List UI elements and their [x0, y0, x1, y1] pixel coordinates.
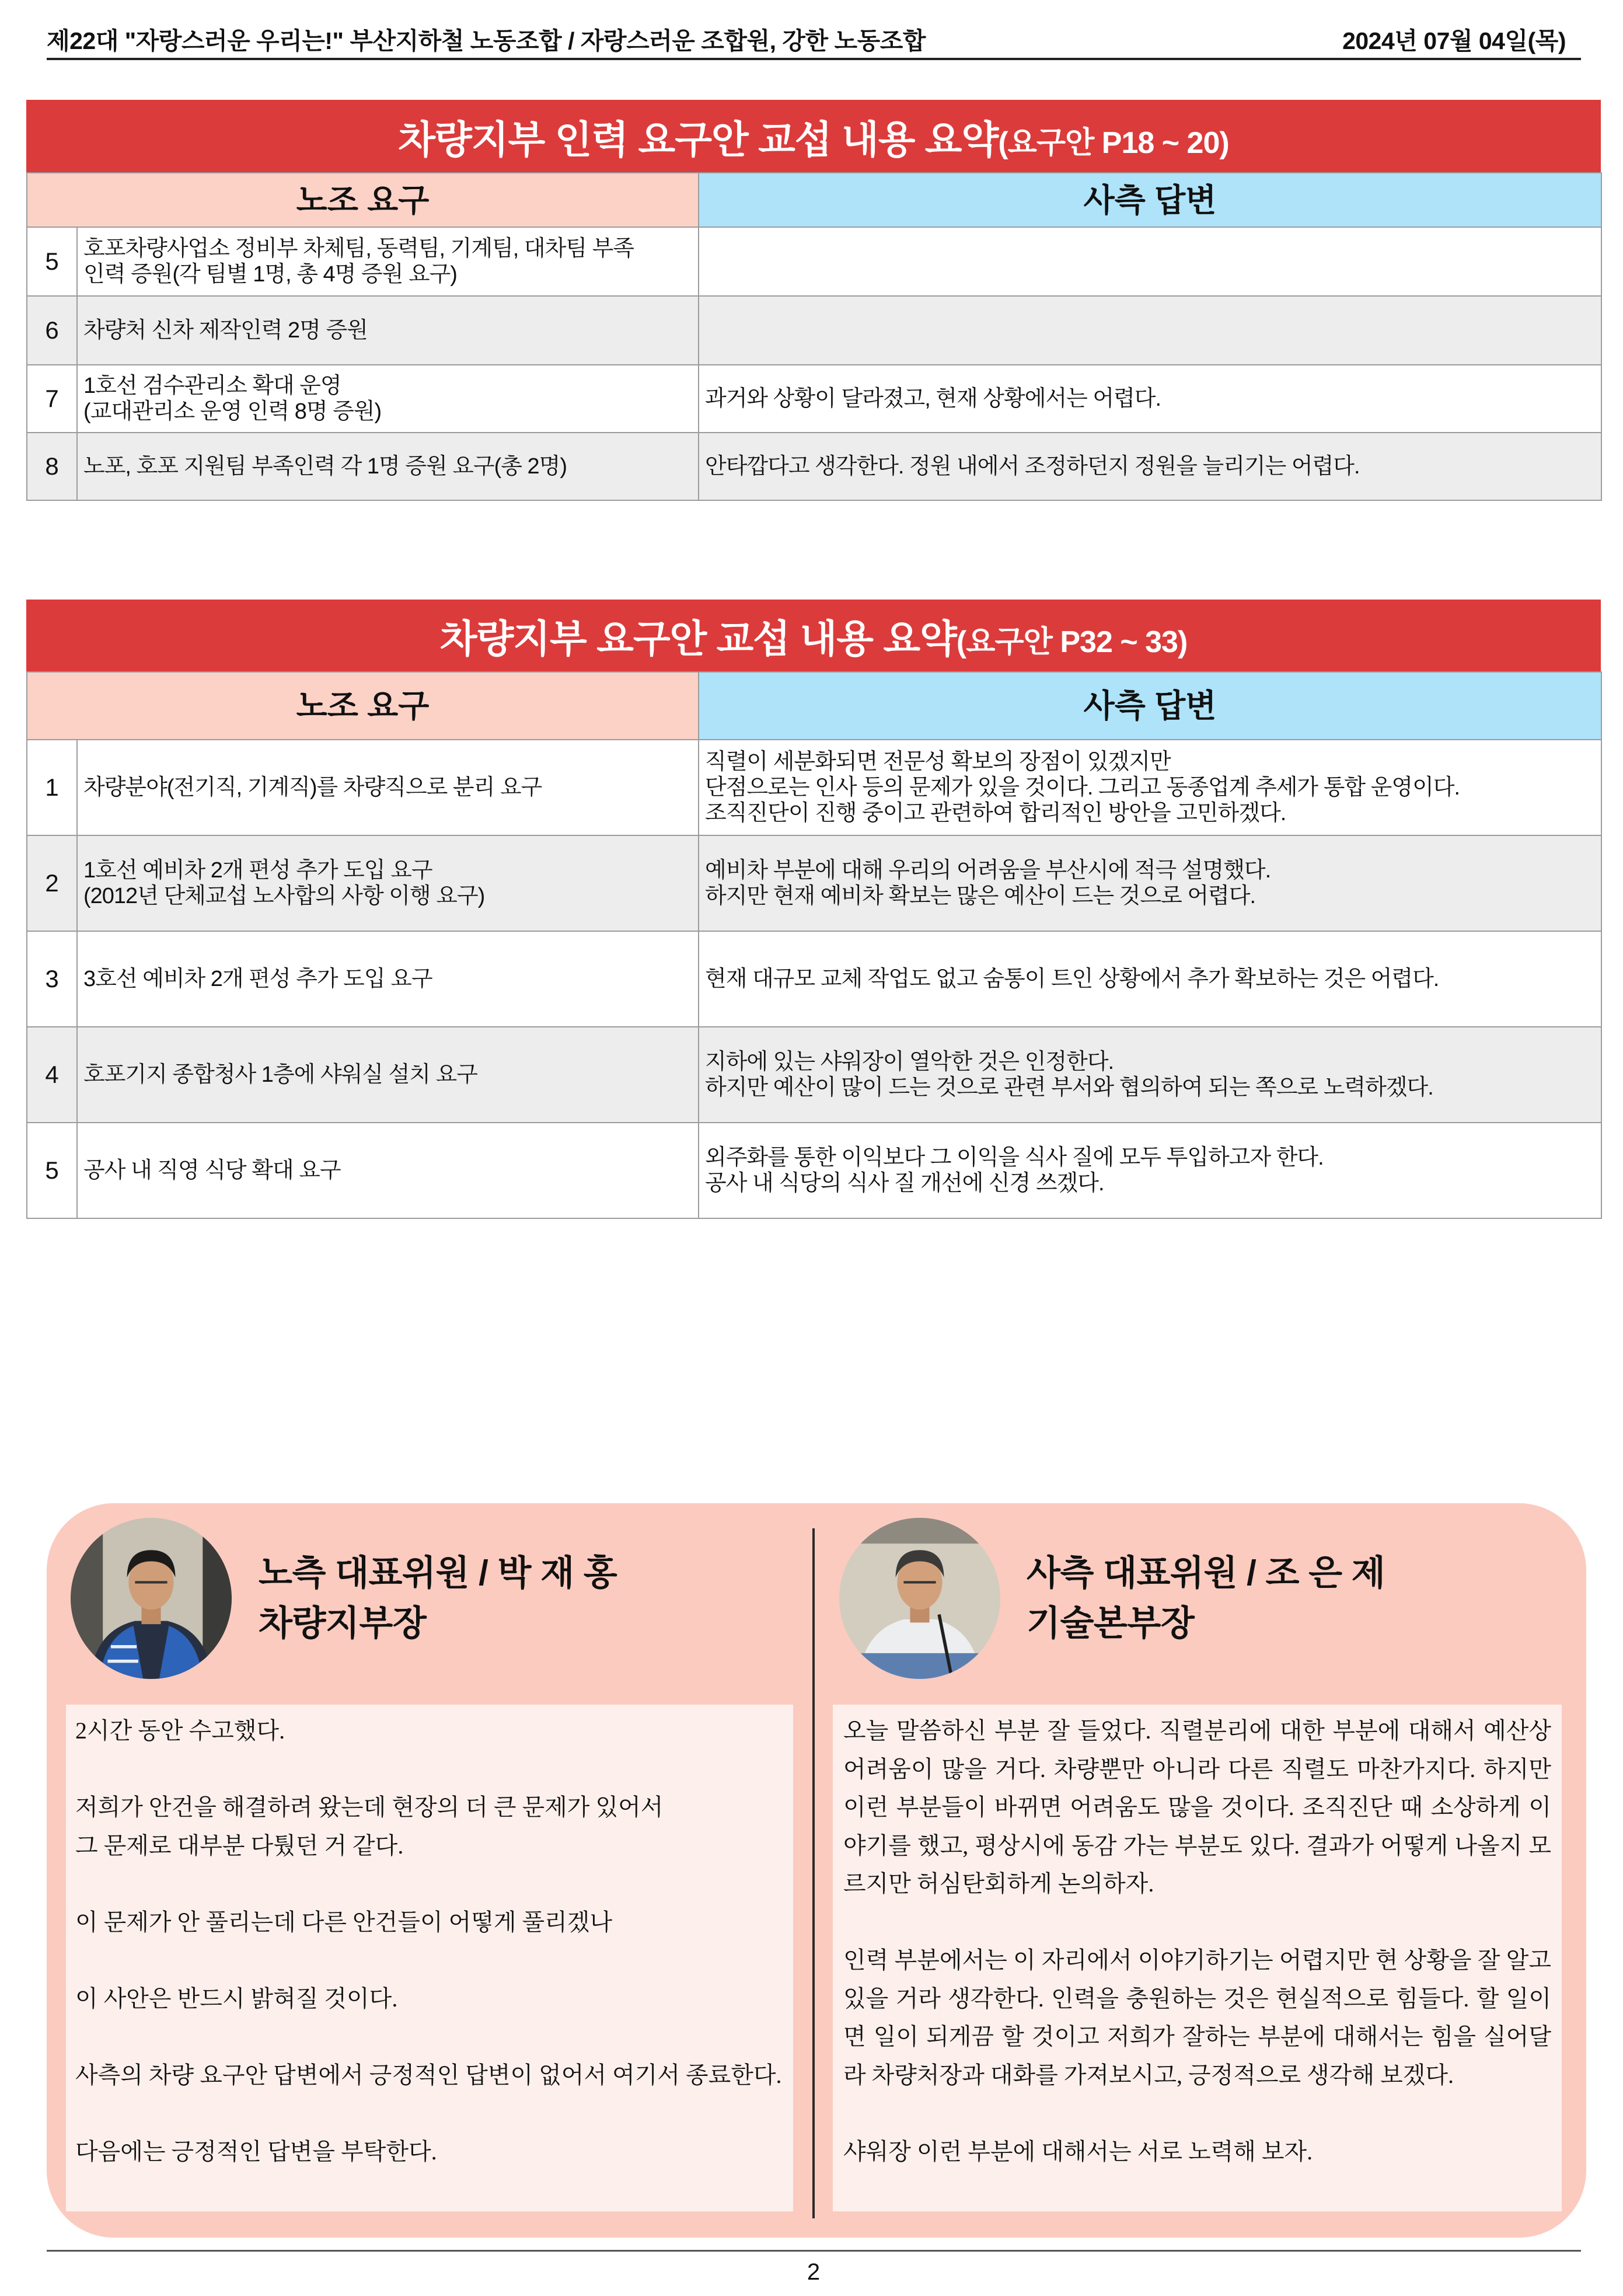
union-demand: 노포, 호포 지원팀 부족인력 각 1명 증원 요구(총 2명) — [77, 433, 699, 500]
union-statement — [66, 1705, 793, 2211]
union-demand: 공사 내 직영 식당 확대 요구 — [77, 1123, 699, 1218]
staffing-demand-table — [26, 100, 1601, 501]
row-number: 6 — [27, 296, 77, 365]
company-answer: 외주화를 통한 이익보다 그 이익을 식사 질에 모두 투입하고자 한다. 공사 내 식당의 식사 질 개선에 신경 쓰겠다. — [699, 1123, 1601, 1218]
statement-paragraph: 저희가 안건을 해결하려 왔는데 현장의 더 큰 문제가 있어서 그 문제로 대부분 다퉜던 거 같다. — [75, 1794, 664, 1859]
table-title-main: 차량지부 요구안 교섭 내용 요약 — [439, 617, 957, 660]
vehicle-demand-table — [26, 600, 1601, 1219]
table-header-row — [27, 672, 1601, 740]
statement-paragraph: 오늘 말씀하신 부분 잘 들었다. 직렬분리에 대한 부분에 대해서 예산상 어려움이 많을 거다. 차량뿐만 아니라 다른 직렬도 마찬가지다. 하지만 이런 부분들이 바뀌면 어려움도 많을 것이다. 조직진단 때 소상하게 이야기를 했고, 평상시에 동감 가는 부분도 있다. 결과가 어떻게 나올지 모르지만 허심탄회하게 논의하자. — [843, 1717, 1551, 1897]
company-answer — [699, 296, 1601, 365]
statement-paragraph: 인력 부분에서는 이 자리에서 이야기하기는 어렵지만 현 상황을 잘 알고 있을 거라 생각한다. 인력을 충원하는 것은 현실적으로 힘들다. 할 일이면 일이 되게끔 할 것이고 저희가 잘하는 부분에 대해서는 힘을 실어달라 차량처장과 대화를 가져보시고, 긍정적으로 생각해 보겠다. — [843, 1947, 1551, 2088]
table-row — [27, 365, 1601, 433]
company-answer: 현재 대규모 교체 작업도 없고 숨통이 트인 상황에서 추가 확보하는 것은 어렵다. — [699, 931, 1601, 1027]
issue-date: 2024년 07월 04일(목) — [1342, 27, 1566, 54]
row-number: 5 — [27, 227, 77, 296]
table-title-bar — [26, 600, 1601, 671]
company-representative — [1027, 1548, 1385, 1649]
table-title — [440, 608, 1188, 663]
union-demand: 1호선 예비차 2개 편성 추가 도입 요구 (2012년 단체교섭 노사합의 사항 이행 요구) — [77, 835, 699, 931]
header-rule — [47, 58, 1581, 60]
union-representative-position: 차량지부장 — [259, 1604, 427, 1643]
summary-table — [26, 671, 1602, 1219]
page-number: 2 — [807, 2259, 821, 2285]
table-title-bar — [26, 100, 1601, 172]
table-row — [27, 835, 1601, 931]
company-answer: 안타깝다고 생각한다. 정원 내에서 조정하던지 정원을 늘리기는 어렵다. — [699, 433, 1601, 500]
company-answer: 과거와 상황이 달라졌고, 현재 상황에서는 어렵다. — [699, 365, 1601, 433]
union-representative — [259, 1548, 617, 1649]
table-row — [27, 931, 1601, 1027]
union-demand: 호포차량사업소 정비부 차체팀, 동력팀, 기계팀, 대차팀 부족 인력 증원(각 팀별 1명, 총 4명 증원 요구) — [77, 227, 699, 296]
table-header-row — [27, 173, 1601, 227]
union-demand-header: 노조 요구 — [27, 173, 699, 227]
table-row — [27, 296, 1601, 365]
row-number: 3 — [27, 931, 77, 1027]
row-number: 1 — [27, 740, 77, 835]
company-statement — [833, 1705, 1562, 2211]
table-title — [398, 109, 1228, 164]
row-number: 8 — [27, 433, 77, 500]
union-demand: 차량분야(전기직, 기계직)를 차량직으로 분리 요구 — [77, 740, 699, 835]
company-representative-photo — [839, 1518, 1000, 1679]
union-demand: 차량처 신차 제작인력 2명 증원 — [77, 296, 699, 365]
photo-image — [71, 1518, 232, 1679]
panel-divider — [812, 1528, 815, 2218]
table-title-main: 차량지부 인력 요구안 교섭 내용 요약 — [398, 117, 999, 161]
statement-paragraph: 다음에는 긍정적인 답변을 부탁한다. — [75, 2138, 437, 2165]
summary-table — [26, 172, 1602, 501]
row-number: 7 — [27, 365, 77, 433]
row-number: 5 — [27, 1123, 77, 1218]
table-row — [27, 740, 1601, 835]
footer-rule — [47, 2250, 1581, 2252]
table-row — [27, 1123, 1601, 1218]
union-representative-photo — [71, 1518, 232, 1679]
row-number: 2 — [27, 835, 77, 931]
row-number: 4 — [27, 1027, 77, 1123]
company-answer — [699, 227, 1601, 296]
statement-paragraph: 이 문제가 안 풀리는데 다른 안건들이 어떻게 풀리겠나 — [75, 1908, 613, 1935]
union-demand: 호포기지 종합청사 1층에 샤워실 설치 요구 — [77, 1027, 699, 1123]
photo-image — [839, 1518, 1000, 1679]
company-representative-name: 사측 대표위원 / 조 은 제 — [1027, 1553, 1385, 1593]
company-answer-header: 사측 답변 — [699, 672, 1601, 740]
union-demand: 3호선 예비차 2개 편성 추가 도입 요구 — [77, 931, 699, 1027]
company-answer-header: 사측 답변 — [699, 173, 1601, 227]
company-answer: 예비차 부분에 대해 우리의 어려움을 부산시에 적극 설명했다. 하지만 현재 예비차 확보는 많은 예산이 드는 것으로 어렵다. — [699, 835, 1601, 931]
page-header — [47, 21, 1566, 56]
company-answer: 지하에 있는 샤워장이 열악한 것은 인정한다. 하지만 예산이 많이 드는 것으로 관련 부서와 협의하여 되는 쪽으로 노력하겠다. — [699, 1027, 1601, 1123]
statement-paragraph: 샤워장 이런 부분에 대해서는 서로 노력해 보자. — [843, 2138, 1313, 2165]
company-answer: 직렬이 세분화되면 전문성 확보의 장점이 있겠지만 단점으로는 인사 등의 문제가 있을 것이다. 그리고 동종업계 추세가 통합 운영이다. 조직진단이 진행 중이고 관련하여 합리적인 방안을 고민하겠다. — [699, 740, 1601, 835]
newsletter-title: 제22대 "자랑스러운 우리는!" 부산지하철 노동조합 / 자랑스러운 조합원, 강한 노동조합 — [47, 27, 926, 54]
company-representative-position: 기술본부장 — [1027, 1604, 1195, 1643]
table-title-pages: (요구안 P18 ~ 20) — [998, 126, 1229, 160]
statement-paragraph: 사측의 차량 요구안 답변에서 긍정적인 답변이 없어서 여기서 종료한다. — [75, 2061, 782, 2088]
table-title-pages: (요구안 P32 ~ 33) — [956, 625, 1188, 659]
statement-paragraph: 2시간 동안 수고했다. — [75, 1717, 285, 1744]
statement-paragraph: 이 사안은 반드시 밝혀질 것이다. — [75, 1985, 398, 2012]
union-demand: 1호선 검수관리소 확대 운영 (교대관리소 운영 인력 8명 증원) — [77, 365, 699, 433]
table-row — [27, 433, 1601, 500]
union-demand-header: 노조 요구 — [27, 672, 699, 740]
union-representative-name: 노측 대표위원 / 박 재 홍 — [259, 1553, 617, 1593]
table-row — [27, 1027, 1601, 1123]
table-row — [27, 227, 1601, 296]
